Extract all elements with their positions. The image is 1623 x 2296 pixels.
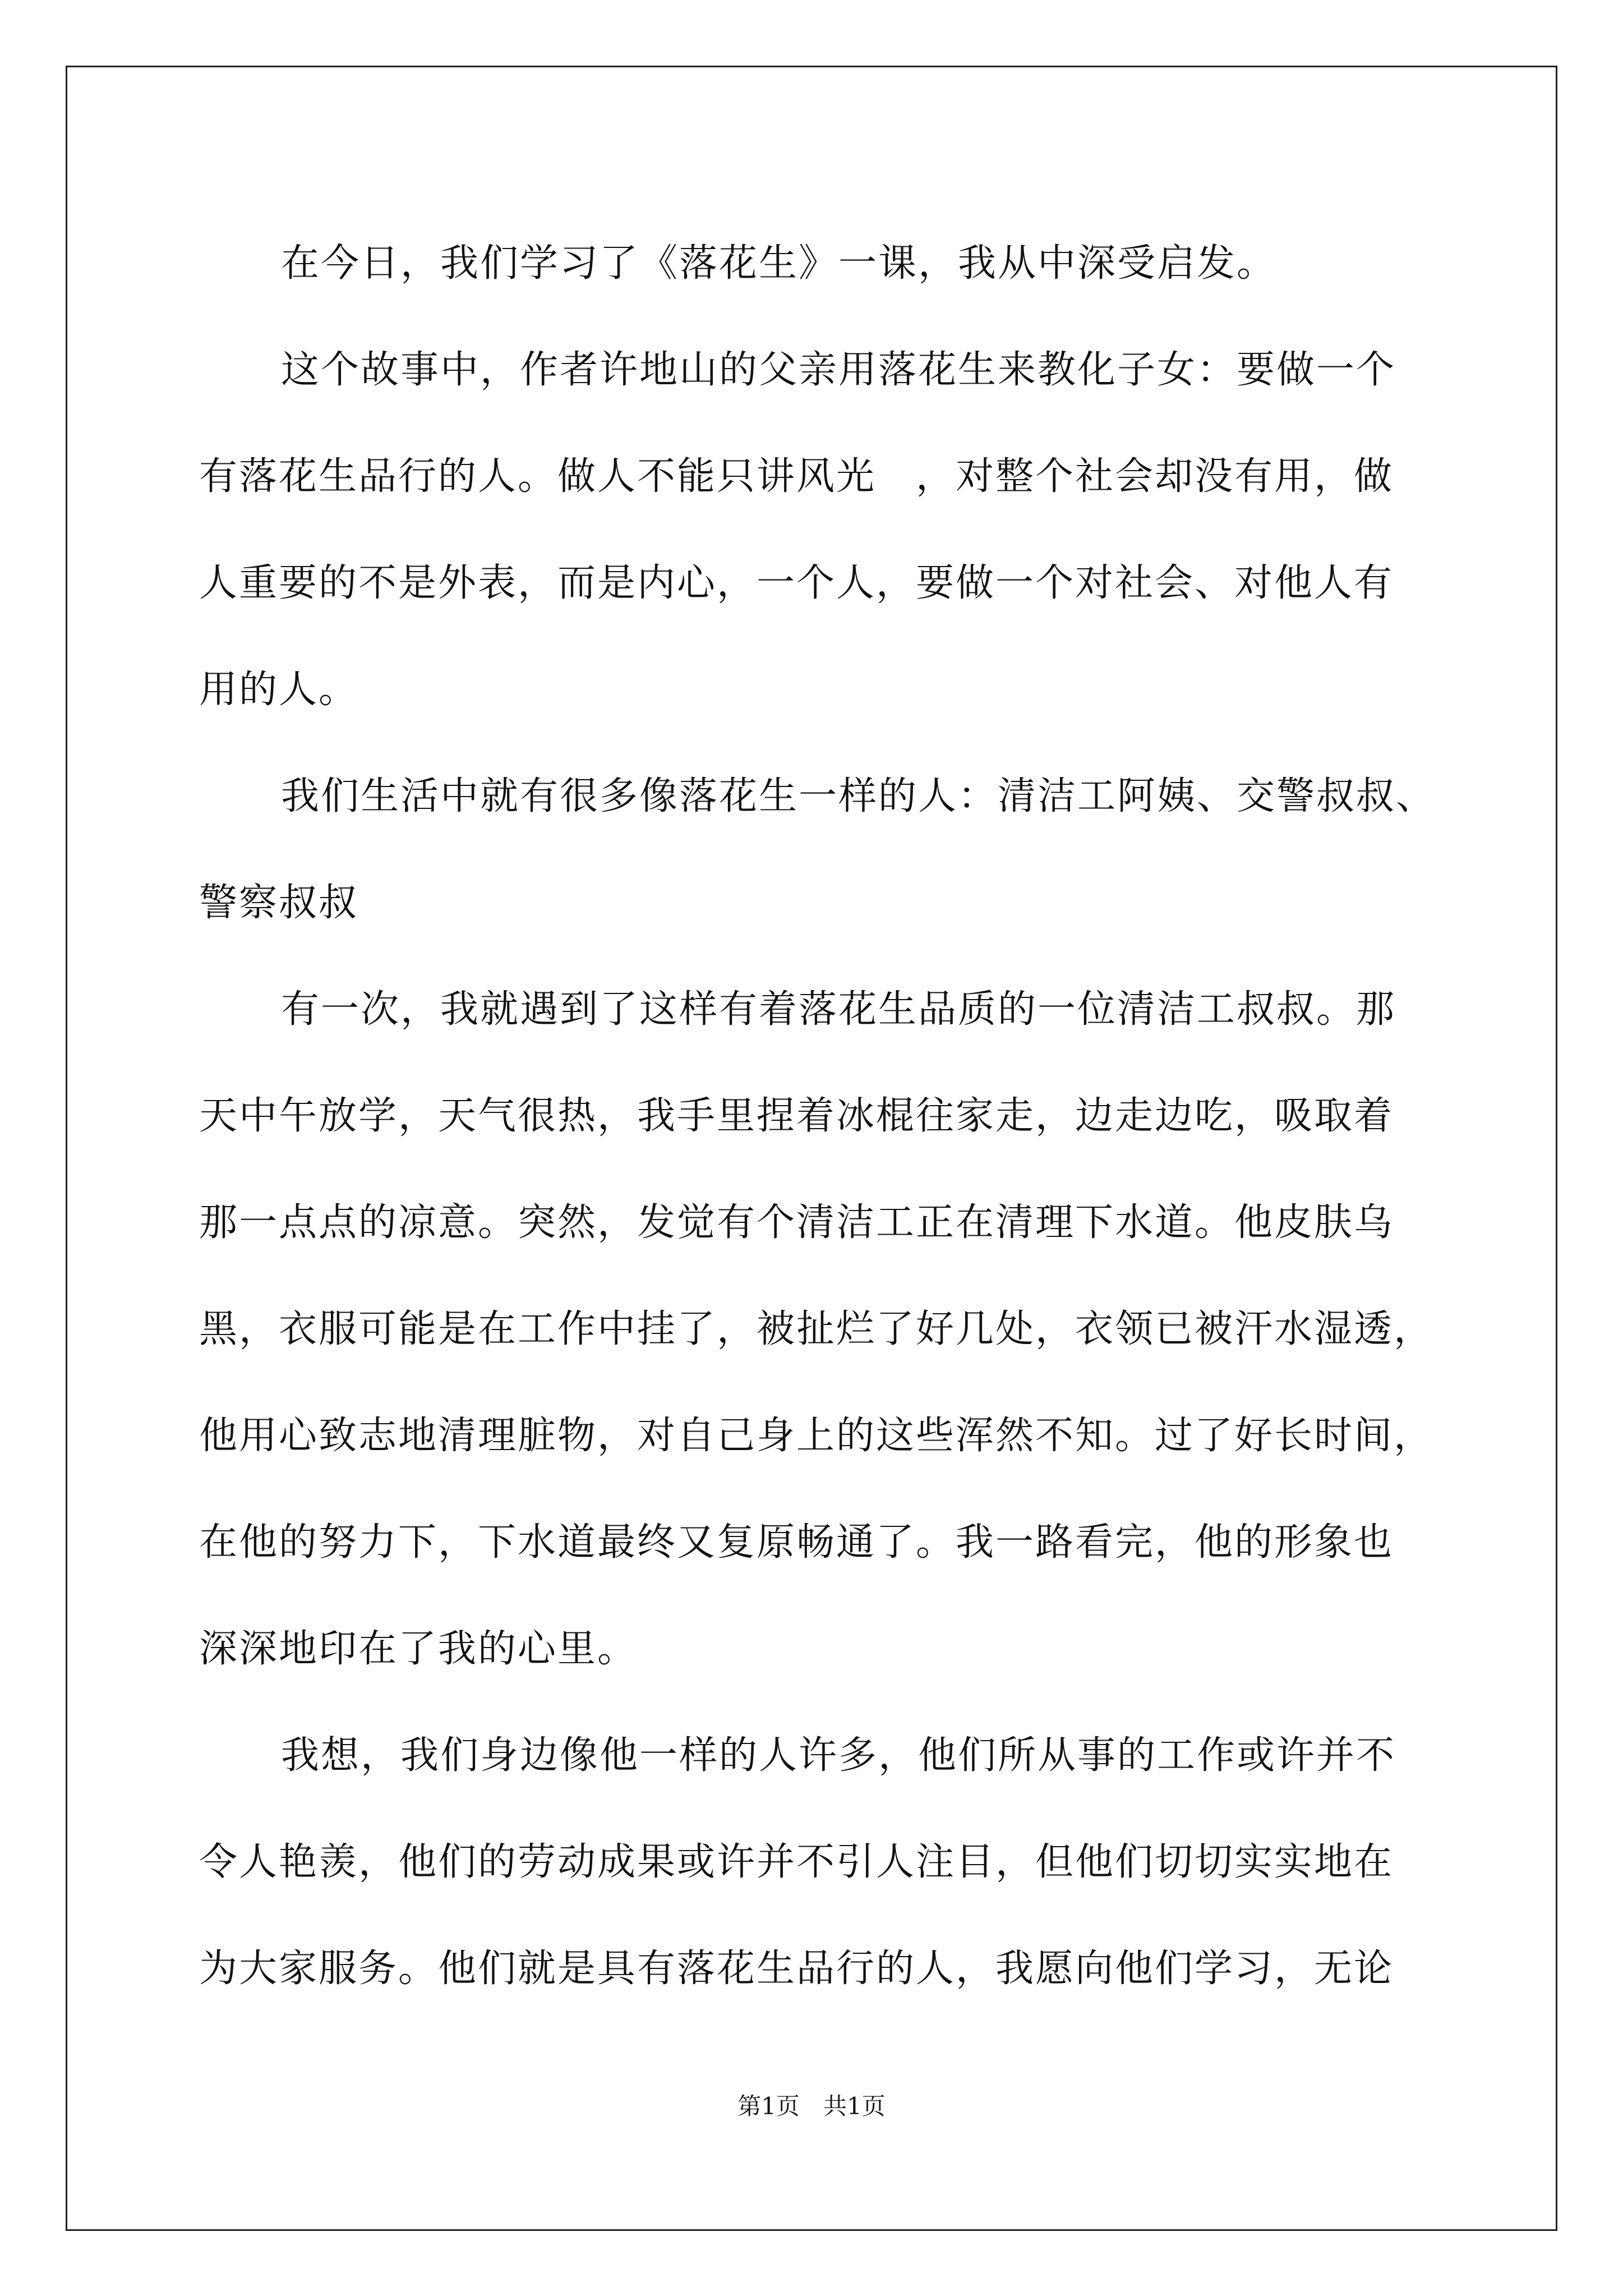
text-line: 黑，衣服可能是在工作中挂了，被扯烂了好几处，衣领已被汗水湿透，	[199, 1307, 1434, 1351]
text-line: 有一次，我就遇到了这样有着落花生品质的一位清洁工叔叔。那	[281, 987, 1396, 1032]
text-line: 有落花生品行的人。做人不能只讲风光 ，对整个社会却没有用，做	[199, 454, 1394, 499]
text-line: 深深地印在了我的心里。	[199, 1627, 638, 1671]
text-line: 我想，我们身边像他一样的人许多，他们所从事的工作或许并不	[281, 1733, 1396, 1778]
text-line: 在他的努力下，下水道最终又复原畅通了。我一路看完，他的形象也	[199, 1520, 1394, 1565]
text-line: 这个故事中，作者许地山的父亲用落花生来教化子女：要做一个	[281, 348, 1396, 392]
text-line: 人重要的不是外表，而是内心，一个人，要做一个对社会、对他人有	[199, 561, 1394, 605]
text-line: 天中午放学，天气很热，我手里捏着冰棍往家走，边走边吃，吸取着	[199, 1094, 1394, 1138]
text-line: 用的人。	[199, 668, 359, 712]
text-line: 令人艳羡，他们的劳动成果或许并不引人注目，但他们切切实实地在	[199, 1840, 1394, 1884]
text-line: 我们生活中就有很多像落花生一样的人：清洁工阿姨、交警叔叔、	[281, 774, 1436, 818]
text-line: 他用心致志地清理脏物，对自己身上的这些浑然不知。过了好长时间，	[199, 1414, 1434, 1458]
text-line: 那一点点的凉意。突然，发觉有个清洁工正在清理下水道。他皮肤乌	[199, 1200, 1394, 1245]
text-line: 警察叔叔	[199, 881, 359, 925]
document-body	[199, 210, 1483, 2022]
text-line: 为大家服务。他们就是具有落花生品行的人，我愿向他们学习，无论	[199, 1947, 1394, 1991]
text-line: 在今日，我们学习了《落花生》一课，我从中深受启发。	[281, 241, 1277, 286]
page-footer: 第1页 共1页	[737, 2092, 886, 2120]
